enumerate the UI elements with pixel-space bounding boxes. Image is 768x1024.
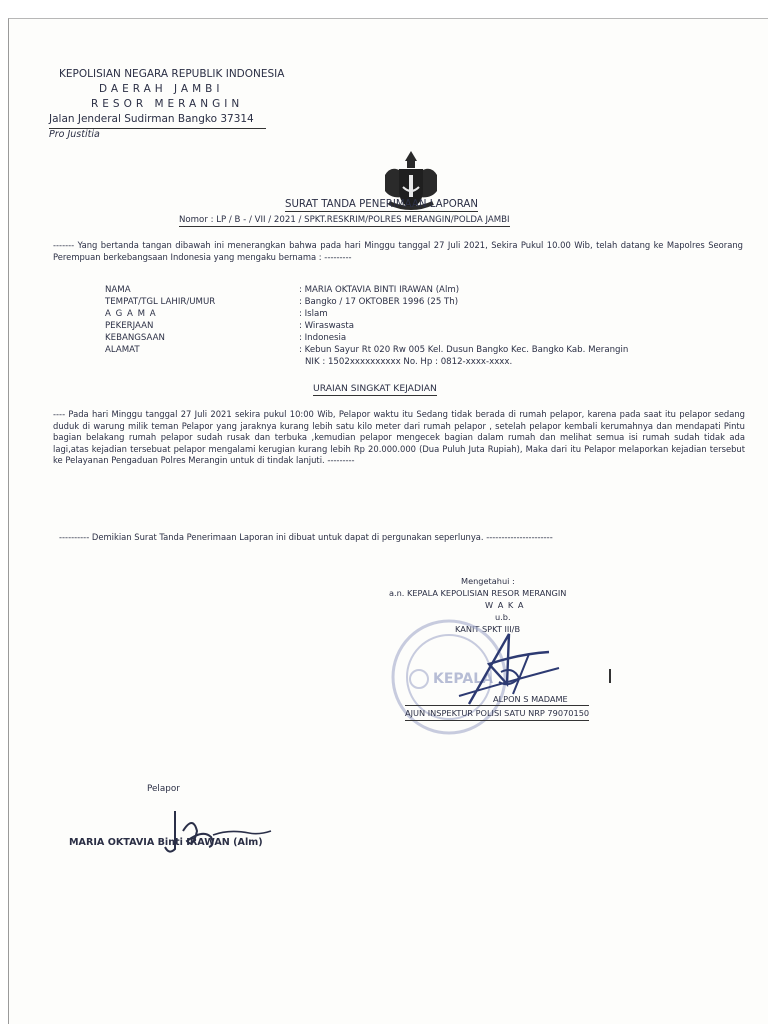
document-page <box>8 18 768 1024</box>
uraian-paragraph: ---- Pada hari Minggu tanggal 27 Juli 2021 sekira pukul 10:00 Wib, Pelapor waktu itu Sedang tidak berada di rumah pelapor, karena pada saat itu pelapor sedang duduk di warung milik teman Pelapor yang jaraknya kurang lebih satu kilo meter dari rumah pelapor , setelah pelapor kembali kerumahnya dan mendapati Pintu bagian belakang rumah pelapor sudah rusak dan terbuka ,kemudian pelapor mengecek bagian dalam rumah dan melihat semua isi rumah sudah tidak ada lagi,atas kejadian tersebuat pelapor mengalami kerugian kurang lebih Rp 20.000.000 (Dua Puluh Juta Rupiah), Maka dari itu Pelapor melaporkan kejadian tersebut ke Pelayanan Pengaduan Polres Merangin untuk di tindak lanjuti. --------- <box>53 409 745 466</box>
header-address: Jalan Jenderal Sudirman Bangko 37314 <box>49 112 266 129</box>
header-institution: KEPOLISIAN NEGARA REPUBLIK INDONESIA <box>59 68 285 80</box>
document-number: Nomor : LP / B - / VII / 2021 / SPKT.RESKRIM/POLRES MERANGIN/POLDA JAMBI <box>179 215 510 225</box>
closing-statement: ---------- Demikian Surat Tanda Penerimaan Laporan ini dibuat untuk dapat di pergunakan seperlunya. ---------------------- <box>59 532 553 542</box>
field-label-kebangsaan: KEBANGSAAN <box>105 333 165 343</box>
field-label-alamat: ALAMAT <box>105 345 140 355</box>
sign-left-label: Pelapor <box>147 784 180 794</box>
stamp-text: KEPALA <box>433 671 493 687</box>
mark-line <box>609 669 611 683</box>
sign-right-mengetahui: Mengetahui : <box>461 576 515 586</box>
header-resort: RESOR MERANGIN <box>91 98 244 110</box>
field-value-nik: NIK : 1502xxxxxxxxxx No. Hp : 0812-xxxx-xxxx. <box>305 357 513 367</box>
field-label-ttl: TEMPAT/TGL LAHIR/UMUR <box>105 297 216 307</box>
intro-paragraph: ------- Yang bertanda tangan dibawah ini menerangkan bahwa pada hari Minggu tanggal 27 Juli 2021, Sekira Pukul 10.00 Wib, telah datang ke Mapolres Seorang Perempuan berkebangsaan Indonesia yang mengaku bernama : --------- <box>53 240 743 262</box>
signature-pelapor-icon <box>159 801 279 861</box>
sign-right-name: ALPON S MADAME <box>493 694 568 704</box>
sign-right-kanit: KANIT SPKT III/B <box>455 624 521 634</box>
sign-left-name: MARIA OKTAVIA Binti IRAWAN (Alm) <box>69 837 263 848</box>
field-value-kebangsaan: : Indonesia <box>299 333 347 343</box>
sign-right-an: a.n. KEPALA KEPOLISIAN RESOR MERANGIN <box>389 588 567 598</box>
section-title-uraian: URAIAN SINGKAT KEJADIAN <box>313 383 437 394</box>
field-label-nama: NAMA <box>105 285 131 295</box>
field-value-ttl: : Bangko / 17 OKTOBER 1996 (25 Th) <box>299 297 459 307</box>
field-label-pekerjaan: PEKERJAAN <box>105 321 154 331</box>
field-value-pekerjaan: : Wiraswasta <box>299 321 355 331</box>
sign-right-waka: W A K A <box>485 600 525 610</box>
sign-right-ub: u.b. <box>495 612 511 622</box>
sign-right-rank: AJUN INSPEKTUR POLISI SATU NRP 79070150 <box>405 705 589 721</box>
field-value-nama: : MARIA OKTAVIA BINTI IRAWAN (Alm) <box>299 285 460 295</box>
header-region: DAERAH JAMBI <box>99 83 224 95</box>
document-title: SURAT TANDA PENERIMAAN LAPORAN <box>285 199 479 210</box>
field-label-agama: A G A M A <box>105 309 157 319</box>
pro-justitia: Pro Justitia <box>49 129 100 140</box>
field-value-alamat: : Kebun Sayur Rt 020 Rw 005 Kel. Dusun Bangko Kec. Bangko Kab. Merangin <box>299 345 629 355</box>
field-value-agama: : Islam <box>299 309 328 319</box>
